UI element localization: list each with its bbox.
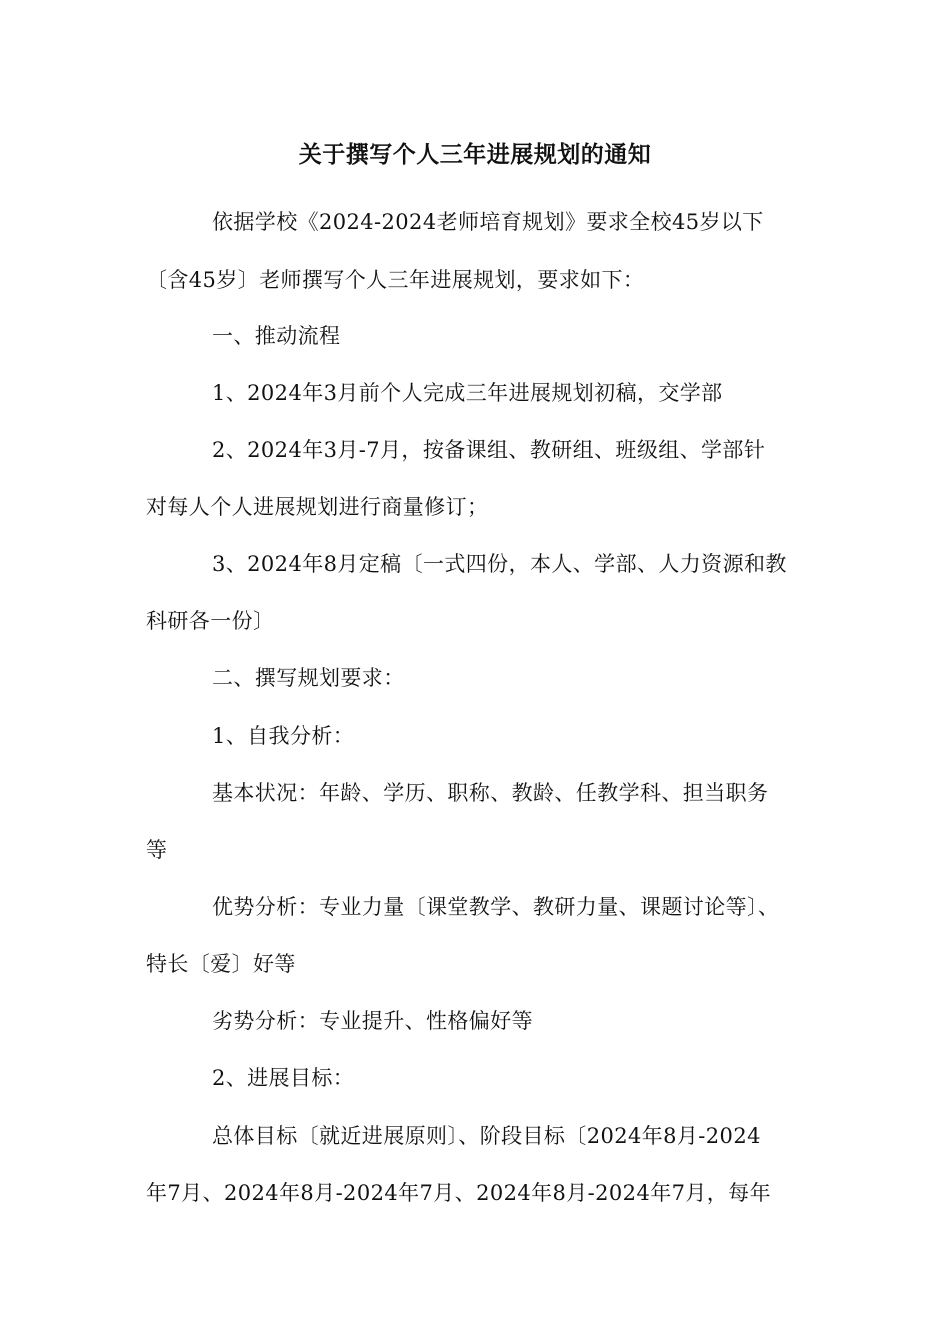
paragraph-line: 对每人个人进展规划进行商量修订；: [146, 495, 489, 519]
paragraph-line: 等: [146, 838, 168, 862]
section-heading: 二、撰写规划要求：: [212, 666, 405, 690]
document-title: 关于撰写个人三年进展规划的通知: [298, 142, 652, 168]
paragraph-line: 优势分析：专业力量〔课堂教学、教研力量、课题讨论等〕、: [212, 895, 780, 919]
paragraph-line: 3、2024年8月定稿〔一式四份，本人、学部、人力资源和教: [212, 552, 787, 576]
paragraph-line: 总体目标〔就近进展原则〕、阶段目标〔2024年8月-2024: [212, 1124, 761, 1148]
paragraph-line: 依据学校《2024-2024老师培育规划》要求全校45岁以下: [212, 210, 764, 234]
subsection-heading: 1、自我分析：: [212, 724, 355, 748]
paragraph-line: 科研各一份〕: [146, 609, 275, 633]
paragraph-line: 年7月、2024年8月-2024年7月、2024年8月-2024年7月，每年: [146, 1181, 771, 1205]
paragraph-line: 2、2024年3月-7月，按备课组、教研组、班级组、学部针: [212, 438, 766, 462]
paragraph-line: 〔含45岁〕老师撰写个人三年进展规划，要求如下：: [146, 268, 645, 292]
section-heading: 一、推动流程: [212, 324, 341, 348]
paragraph-line: 劣势分析：专业提升、性格偏好等: [212, 1009, 533, 1033]
paragraph-line: 1、2024年3月前个人完成三年进展规划初稿，交学部: [212, 381, 723, 405]
paragraph-line: 特长〔爱〕好等: [146, 952, 296, 976]
subsection-heading: 2、进展目标：: [212, 1066, 355, 1090]
paragraph-line: 基本状况：年龄、学历、职称、教龄、任教学科、担当职务: [212, 781, 769, 805]
